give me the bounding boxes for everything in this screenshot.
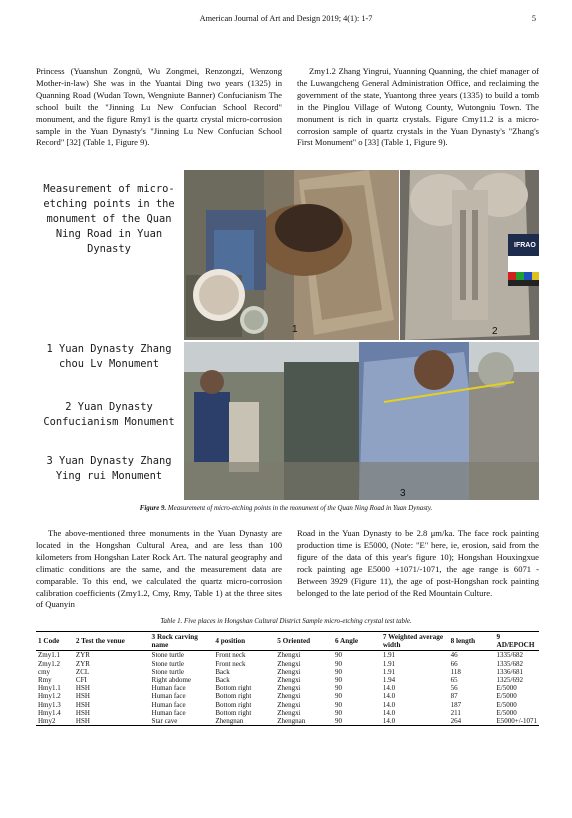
left-column-bottom — [36, 528, 282, 611]
table-row — [36, 668, 539, 676]
cell-ad-epoch: 1336/681 — [496, 667, 523, 676]
cell-length: 46 — [450, 651, 458, 660]
cell-angle: 90 — [335, 659, 343, 668]
cell-length: 65 — [450, 676, 458, 685]
cell-oriented: Zhengxi — [277, 684, 301, 693]
table-body — [36, 651, 539, 726]
cell-rock-carving: Stone turtle — [151, 667, 185, 676]
col-header-weighted-width: 7 Weighted average width — [381, 632, 449, 651]
cell-oriented: Zhengxi — [277, 659, 301, 668]
figure-caption-label: Figure 9. — [139, 505, 167, 512]
cell-ad-epoch: 1335/682 — [496, 651, 523, 660]
cell-oriented: Zhengxi — [277, 700, 301, 709]
col-header-venue: 2 Test the venue — [74, 632, 150, 651]
figure-item-2-label: 2 Yuan Dynasty Confucianism Monument — [43, 401, 175, 428]
page-header — [36, 14, 536, 28]
cell-weighted-width: 1.91 — [382, 651, 396, 660]
journal-citation: American Journal of Art and Design 2019; 4(1): 1-7 — [199, 14, 373, 23]
cell-rock-carving: Human face — [151, 692, 186, 701]
cell-ad-epoch: E/5000 — [496, 684, 517, 693]
cell-ad-epoch: E/5000 — [496, 692, 517, 701]
figure-title-label: Measurement of micro-etching points in the monument of the Quan Ning Road in Yuan Dynasty — [43, 183, 175, 255]
figure-9 — [36, 170, 539, 500]
cell-ad-epoch: E/5000 — [496, 708, 517, 717]
cell-rock-carving: Stone turtle — [151, 651, 185, 660]
cell-rock-carving: Human face — [151, 700, 186, 709]
table-row — [36, 684, 539, 692]
photo-1-monument-measurement — [184, 170, 399, 340]
table-row — [36, 701, 539, 709]
cell-code: Rmy — [38, 676, 52, 685]
photo-1-number: 1 — [292, 324, 298, 335]
col-header-length: 8 length — [449, 632, 495, 651]
table-row — [36, 692, 539, 700]
cell-weighted-width: 1.91 — [382, 667, 396, 676]
cell-weighted-width: 14.0 — [382, 692, 396, 701]
cell-angle: 90 — [335, 700, 343, 709]
photo-2-confucianism-monument — [400, 170, 539, 340]
col-header-rock-carving: 3 Rock carving name — [150, 632, 214, 651]
cell-length: 56 — [450, 684, 458, 693]
cell-rock-carving: Human face — [151, 684, 186, 693]
cell-weighted-width: 14.0 — [381, 717, 449, 726]
cell-weighted-width: 1.94 — [382, 676, 396, 685]
cell-angle: 90 — [335, 667, 343, 676]
right-column-bottom — [297, 528, 539, 599]
cell-venue: CFI — [75, 676, 87, 685]
cell-ad-epoch: 1325/692 — [496, 676, 523, 685]
paragraph-calibration-result: Road in the Yuan Dynasty to be 2.8 μm/ka. The face rock painting production time is E5000, (Note: "E" here, ie, erosion, said from the figure of the data of this year's figure 10); Hongshan Houxingxue rock painting age E5000 +1071/-1071, the age range is 6071 - Between 3929 (Figure 11), the age of post-Hongshan rock painting belonged to the late period of the Red Mountain Culture. — [297, 528, 539, 598]
figure-caption-text: Measurement of micro-etching points in the monument of the Quan Ning Road in Yuan Dynasty. — [166, 505, 433, 512]
cell-code: Hmy1.2 — [38, 692, 61, 701]
cell-weighted-width: 14.0 — [382, 684, 396, 693]
cell-oriented: Zhengnan — [275, 717, 333, 726]
cell-code: Hmy2 — [36, 717, 74, 726]
paragraph-rmy1: Princess (Yuanshun Zongnü, Wu Zongmei, Renzongzi, Wenzong Mother-in-law) She was in the Yuantai Ding two years (1325) in Quanning Road (Wudan Town, Wengniute Banner) Confucianism The school built the "Jinning Lu New Confucian School Record" monument, and the figure Rmy1 is the quartz crystal micro-corrosion sample in the Yuan Dynasty's "Jinning Lu New Confucian School Record" [32] (Table 1, Figure 9). — [36, 66, 282, 148]
col-header-code: 1 Code — [36, 632, 74, 651]
col-header-position: 4 position — [213, 632, 275, 651]
cell-code: Hmy1.4 — [38, 708, 61, 717]
cell-position: Bottom right — [215, 700, 252, 709]
cell-position: Bottom right — [215, 684, 252, 693]
cell-venue: HSH — [75, 708, 90, 717]
cell-venue: ZYR — [75, 651, 90, 660]
table-row — [36, 660, 539, 668]
table-caption: Table 1. Five places in Hongshan Cultural District Sample micro-etching crystal test table. — [160, 618, 412, 625]
cell-oriented: Zhengxi — [277, 692, 301, 701]
cell-length: 211 — [450, 708, 461, 717]
cell-code: Zmy1.1 — [38, 651, 60, 660]
cell-code: Hmy1.1 — [38, 684, 61, 693]
scale-card-label: IFRAO — [514, 242, 536, 249]
cell-length: 187 — [450, 700, 462, 709]
cell-venue: HSH — [75, 700, 90, 709]
cell-position: Front neck — [215, 651, 246, 660]
cell-venue: HSH — [75, 692, 90, 701]
cell-oriented: Zhengxi — [277, 708, 301, 717]
cell-code: Zmy1.2 — [38, 659, 60, 668]
cell-ad-epoch: 1335/682 — [496, 659, 523, 668]
cell-length: 264 — [449, 717, 495, 726]
table-row — [36, 717, 539, 726]
cell-angle: 90 — [335, 684, 343, 693]
cell-oriented: Zhengxi — [277, 676, 301, 685]
figure-item-3-label: 3 Yuan Dynasty Zhang Ying rui Monument — [46, 455, 172, 482]
cell-position: Zhengnan — [213, 717, 275, 726]
cell-code: Hmy1.3 — [38, 700, 61, 709]
paragraph-zmy12: Zmy1.2 Zhang Yingrui, Yuanning Quanning, the chief manager of the Luwangcheng General Administration Office, and reclaiming the government of the state, Yuantong three years (1335) to build a tomb in the Pinglou Village of Wutong County, Wutongniu Town. The monument is rich in quartz crystals. Figure Cmy11.2 is a micro-corrosion sample of quartz crystals in the Yuan Dynasty's "Zhang's First Monument" o [33] (Table 1, Figure 9). — [297, 66, 539, 148]
cell-rock-carving: Star cave — [150, 717, 214, 726]
cell-position: Front neck — [215, 659, 246, 668]
cell-angle: 90 — [335, 692, 343, 701]
photo-3-zhang-yingrui-monument — [184, 342, 539, 500]
cell-angle: 90 — [333, 717, 381, 726]
figure-item-1-label: 1 Yuan Dynasty Zhang chou Lv Monument — [46, 343, 172, 370]
cell-angle: 90 — [335, 708, 343, 717]
left-column-top — [36, 66, 282, 149]
cell-venue: HSH — [74, 717, 150, 726]
cell-rock-carving: Stone turtle — [151, 659, 185, 668]
cell-position: Back — [215, 667, 230, 676]
cell-rock-carving: Human face — [151, 708, 186, 717]
table-row — [36, 709, 539, 717]
cell-oriented: Zhengxi — [277, 667, 301, 676]
cell-venue: HSH — [75, 684, 90, 693]
cell-length: 87 — [450, 692, 458, 701]
table-row — [36, 676, 539, 684]
cell-weighted-width: 14.0 — [382, 700, 396, 709]
page-number: 5 — [531, 14, 536, 23]
table-header-row — [36, 632, 539, 651]
cell-code: cmy — [38, 667, 51, 676]
cell-ad-epoch: E5000+/-1071 — [496, 717, 537, 726]
cell-ad-epoch: E/5000 — [496, 700, 517, 709]
cell-position: Bottom right — [215, 692, 252, 701]
table-1-micro-etching-samples — [36, 631, 539, 726]
cell-rock-carving: Right abdome — [151, 676, 192, 685]
col-header-oriented: 5 Oriented — [275, 632, 333, 651]
cell-length: 118 — [450, 667, 461, 676]
paragraph-three-monuments: The above-mentioned three monuments in the Yuan Dynasty are located in the Hongshan Cultural Area, and are less than 100 kilometers from Hongshan Later Rock Art. The natural geography and climatic conditions are the same, and the measurement data are comparable. To this end, we calculated the quartz micro-corrosion calibration coefficients (Zmy1.2, Cmy, Rmy, Table 1) at the three sites of Quanyin — [36, 528, 282, 610]
cell-weighted-width: 1.91 — [382, 659, 396, 668]
figure-caption — [36, 505, 536, 512]
col-header-angle: 6 Angle — [333, 632, 381, 651]
cell-position: Back — [215, 676, 230, 685]
right-column-top — [297, 66, 539, 149]
cell-venue: ZYR — [75, 659, 90, 668]
cell-length: 66 — [450, 659, 458, 668]
cell-oriented: Zhengxi — [277, 651, 301, 660]
cell-angle: 90 — [335, 651, 343, 660]
cell-angle: 90 — [335, 676, 343, 685]
photo-3-number: 3 — [400, 488, 406, 499]
cell-weighted-width: 14.0 — [382, 708, 396, 717]
cell-venue: ZCL — [75, 667, 90, 676]
col-header-ad-epoch: 9 AD/EPOCH — [495, 632, 540, 651]
photo-2-number: 2 — [492, 326, 498, 337]
table-row — [36, 651, 539, 660]
cell-position: Bottom right — [215, 708, 252, 717]
